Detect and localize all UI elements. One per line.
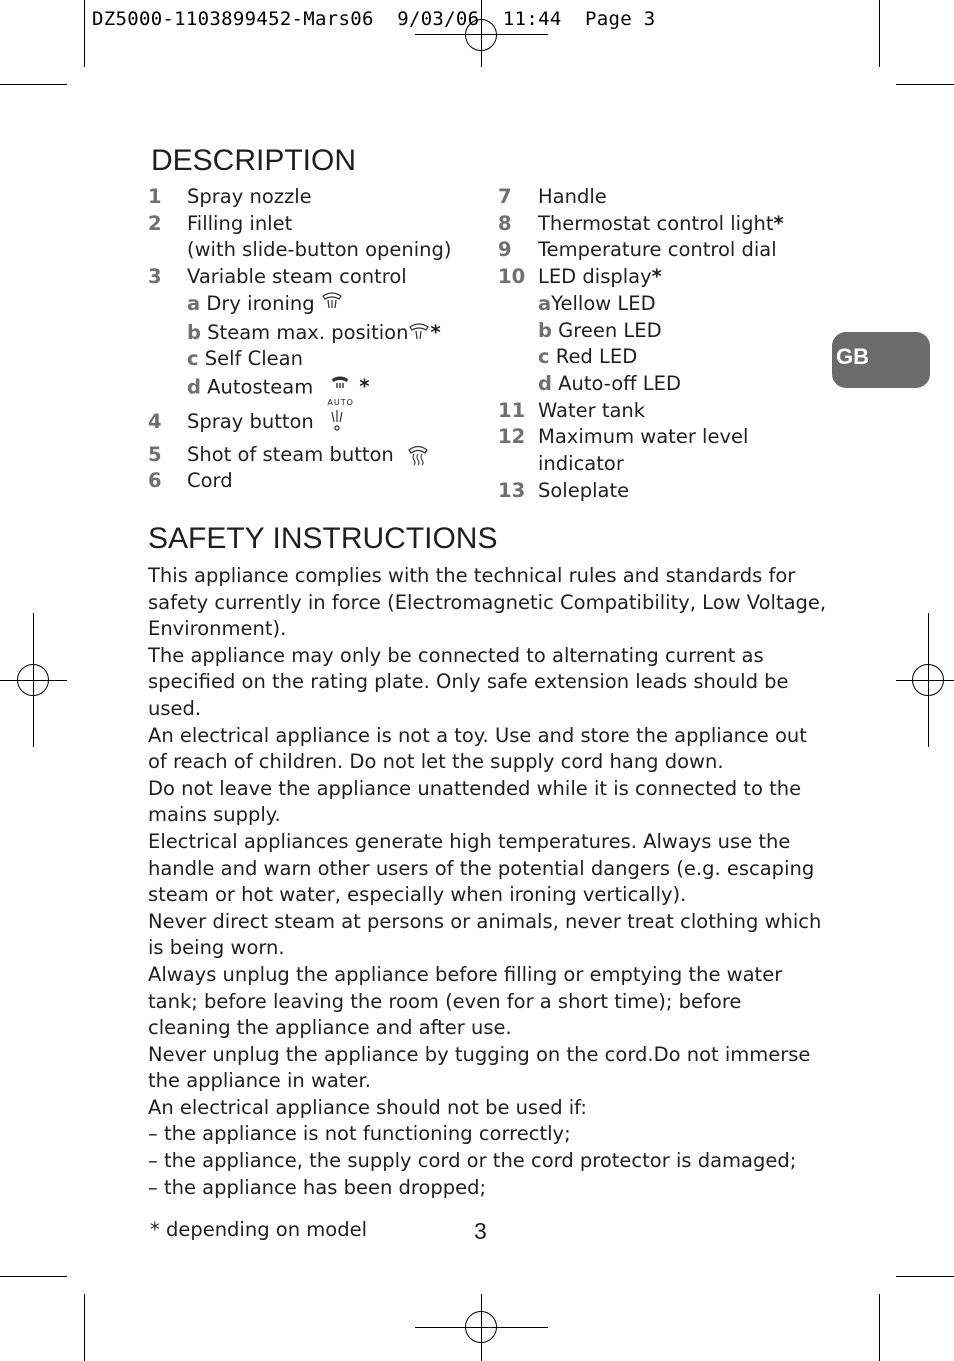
language-tab-label: GB bbox=[836, 344, 869, 369]
sub-item bbox=[538, 291, 818, 318]
item-label-text: Thermostat control light bbox=[538, 211, 774, 235]
list-item bbox=[148, 184, 478, 211]
item-number: 8 bbox=[498, 211, 512, 235]
sub-label: Yellow LED bbox=[551, 291, 656, 315]
item-label: Filling inlet bbox=[187, 211, 293, 235]
item-number: 4 bbox=[148, 409, 162, 433]
item-label: Water tank bbox=[538, 398, 646, 422]
spray-icon bbox=[326, 408, 348, 432]
safety-paragraph: Do not leave the appliance unattended while it is connected to the mains supply. bbox=[148, 776, 802, 827]
item-label-text: Spray button bbox=[187, 409, 314, 433]
item-number: 2 bbox=[148, 211, 162, 235]
description-heading: DESCRIPTION bbox=[151, 144, 357, 177]
item-label: Spray nozzle bbox=[187, 185, 312, 208]
item-number: 7 bbox=[498, 185, 512, 208]
item-label bbox=[538, 264, 818, 291]
model-asterisk: * bbox=[430, 320, 441, 344]
safety-instructions bbox=[148, 563, 828, 1201]
safety-paragraph: Always unplug the appliance before filling or emptying the water tank; before leaving the room (even for a short time); before cleaning the appliance and after use. bbox=[148, 962, 783, 1040]
item-number: 1 bbox=[148, 185, 162, 208]
sub-letter: a bbox=[187, 291, 201, 315]
sub-letter: c bbox=[538, 345, 550, 369]
safety-heading: SAFETY INSTRUCTIONS bbox=[148, 522, 498, 555]
list-item bbox=[498, 184, 818, 211]
safety-paragraph: Never unplug the appliance by tugging on the cord.Do not immerse the appliance in water. bbox=[148, 1042, 811, 1093]
list-item bbox=[498, 398, 818, 425]
item-label: Temperature control dial bbox=[538, 238, 777, 262]
description-right-column bbox=[498, 184, 818, 504]
item-number: 5 bbox=[148, 442, 162, 466]
description-left-column bbox=[148, 184, 478, 495]
safety-paragraph: An electrical appliance should not be used if: bbox=[148, 1095, 587, 1119]
item-number: 13 bbox=[498, 478, 526, 502]
sub-label: Red LED bbox=[555, 345, 638, 369]
sub-letter: b bbox=[538, 318, 552, 342]
list-item bbox=[498, 424, 818, 477]
item-label: Variable steam control bbox=[187, 265, 407, 289]
steam-max-icon bbox=[408, 319, 430, 341]
sub-letter: b bbox=[187, 320, 201, 344]
list-item bbox=[498, 237, 818, 264]
safety-paragraph: The appliance may only be connected to alternating current as specified on the rating plate. Only safe extension leads should be used. bbox=[148, 643, 789, 720]
item-number: 12 bbox=[498, 425, 526, 449]
footnote: * depending on model bbox=[150, 1218, 367, 1241]
item-label-line2: (with slide-button opening) bbox=[187, 238, 452, 262]
item-label bbox=[187, 409, 478, 436]
list-item bbox=[498, 478, 818, 505]
dry-ironing-icon bbox=[321, 288, 343, 310]
list-item bbox=[148, 264, 478, 407]
sub-item bbox=[187, 373, 478, 407]
sub-label: Autosteam bbox=[207, 375, 314, 399]
safety-paragraph: Electrical appliances generate high temperatures. Always use the handle and warn other users of the potential dangers (e.g. escaping steam or hot water, especially when ironing vertically). bbox=[148, 829, 815, 907]
sub-letter: d bbox=[187, 375, 201, 399]
sub-label: Self Clean bbox=[204, 347, 303, 371]
model-asterisk: * bbox=[651, 265, 662, 289]
sub-letter: c bbox=[187, 347, 199, 371]
item-label bbox=[538, 211, 818, 238]
sub-letter: d bbox=[538, 371, 552, 395]
list-item bbox=[498, 211, 818, 238]
list-item bbox=[498, 264, 818, 398]
item-label-line2: indicator bbox=[538, 452, 624, 476]
autosteam-icon bbox=[325, 373, 355, 407]
sub-label: Auto-off LED bbox=[558, 371, 681, 395]
item-label-text: LED display bbox=[538, 265, 652, 289]
sub-item bbox=[538, 371, 818, 398]
safety-list-item: – the appliance, the supply cord or the cord protector is damaged; bbox=[148, 1149, 797, 1173]
list-item bbox=[148, 409, 478, 436]
item-label: Maximum water level bbox=[538, 425, 749, 449]
item-label: Soleplate bbox=[538, 478, 630, 502]
item-number: 6 bbox=[148, 469, 162, 493]
safety-paragraph: This appliance complies with the technical rules and standards for safety currently in force (Electromagnetic Compatibility, Low Voltage, Environment). bbox=[148, 564, 827, 641]
sub-label: Green LED bbox=[558, 318, 662, 342]
safety-paragraph: An electrical appliance is not a toy. Use and store the appliance out of reach of children. Do not let the supply cord hang down. bbox=[148, 723, 807, 774]
item-label-text: Shot of steam button bbox=[187, 442, 394, 466]
safety-list-item: – the appliance has been dropped; bbox=[148, 1175, 487, 1199]
safety-list-item: – the appliance is not functioning correctly; bbox=[148, 1122, 571, 1146]
item-number: 11 bbox=[498, 398, 526, 422]
item-label: Cord bbox=[187, 469, 233, 493]
sub-label: Dry ironing bbox=[206, 291, 315, 315]
sub-item bbox=[187, 346, 478, 373]
list-item bbox=[148, 442, 478, 469]
safety-paragraph: Never direct steam at persons or animals, never treat clothing which is being worn. bbox=[148, 909, 822, 960]
sub-item bbox=[187, 291, 478, 318]
sub-item bbox=[538, 318, 818, 345]
item-number: 10 bbox=[498, 265, 526, 289]
autosteam-icon-label: AUTO bbox=[327, 397, 354, 407]
page-number: 3 bbox=[474, 1218, 487, 1244]
model-asterisk: * bbox=[359, 375, 370, 399]
item-label: Handle bbox=[538, 185, 607, 208]
item-label bbox=[187, 442, 478, 469]
sub-label: Steam max. position bbox=[207, 320, 409, 344]
model-asterisk: * bbox=[773, 211, 784, 235]
print-slug: DZ5000-1103899452-Mars06 9/03/06 11:44 Page 3 bbox=[92, 8, 656, 30]
steam-shot-icon bbox=[406, 440, 430, 466]
sub-letter: a bbox=[538, 291, 552, 315]
item-number: 3 bbox=[148, 265, 162, 289]
sub-item bbox=[538, 344, 818, 371]
list-item bbox=[148, 211, 478, 264]
list-item bbox=[148, 468, 478, 495]
sub-item bbox=[187, 320, 478, 347]
item-number: 9 bbox=[498, 238, 512, 262]
